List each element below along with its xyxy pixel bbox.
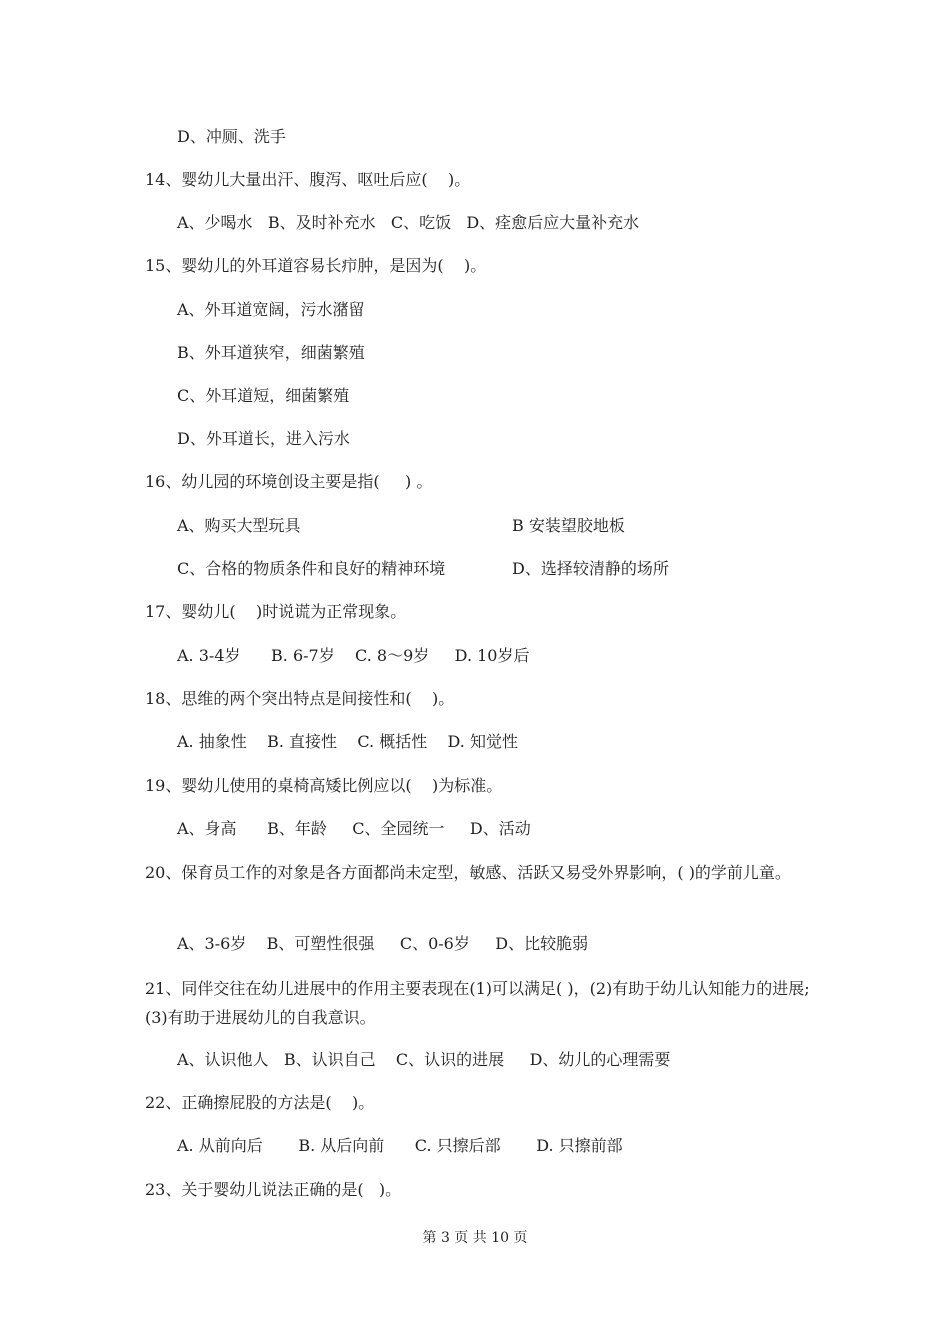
question-14: 14、婴幼儿大量出汗、腹泻、呕吐后应( )。: [145, 170, 471, 189]
question-23: 23、关于婴幼儿说法正确的是( )。: [145, 1180, 402, 1199]
question-20: 20、保育员工作的对象是各方面都尚未定型，敏感、活跃又易受外界影响，( )的学前儿童。: [145, 863, 791, 882]
question-18: 18、思维的两个突出特点是间接性和( )。: [145, 689, 455, 708]
options-20: A、3-6岁 B、可塑性很强 C、0-6岁 D、比较脆弱: [177, 934, 589, 953]
options-21: A、认识他人 B、认识自己 C、认识的进展 D、幼儿的心理需要: [177, 1050, 671, 1069]
options-18: A. 抽象性 B. 直接性 C. 概括性 D. 知觉性: [177, 732, 518, 751]
question-19: 19、婴幼儿使用的桌椅高矮比例应以( )为标准。: [145, 776, 503, 795]
question-16: 16、幼儿园的环境创设主要是指( ) 。: [145, 472, 433, 491]
options-17: A. 3-4岁 B. 6-7岁 C. 8～9岁 D. 10岁后: [177, 646, 530, 665]
options-14: A、少喝水 B、及时补充水 C、吃饭 D、痊愈后应大量补充水: [177, 213, 640, 232]
option-16-c: C、合格的物质条件和良好的精神环境: [177, 559, 446, 578]
option-15-d: D、外耳道长，进入污水: [177, 429, 350, 448]
option-15-c: C、外耳道短，细菌繁殖: [177, 386, 350, 405]
option-16-b: B 安装望胶地板: [512, 516, 625, 535]
question-17: 17、婴幼儿( )时说谎为正常现象。: [145, 602, 407, 621]
options-22: A. 从前向后 B. 从后向前 C. 只擦后部 D. 只擦前部: [177, 1136, 623, 1155]
options-19: A、身高 B、年龄 C、全园统一 D、活动: [177, 819, 531, 838]
question-22: 22、正确擦屁股的方法是( )。: [145, 1093, 375, 1112]
option-16-d: D、选择较清静的场所: [512, 559, 669, 578]
option-15-a: A、外耳道宽阔，污水潴留: [177, 300, 365, 319]
question-15: 15、婴幼儿的外耳道容易长疖肿，是因为( )。: [145, 256, 487, 275]
question-21: 21、同伴交往在幼儿进展中的作用主要表现在(1)可以满足( )，(2)有助于幼儿认知能力的进展;(3)有助于进展幼儿的自我意识。: [145, 979, 810, 1027]
page-footer: 第 3 页 共 10 页: [422, 1230, 528, 1246]
option-16-a: A、购买大型玩具: [177, 516, 301, 535]
option-line: D、冲厕、洗手: [177, 127, 286, 146]
option-15-b: B、外耳道狭窄，细菌繁殖: [177, 343, 365, 362]
